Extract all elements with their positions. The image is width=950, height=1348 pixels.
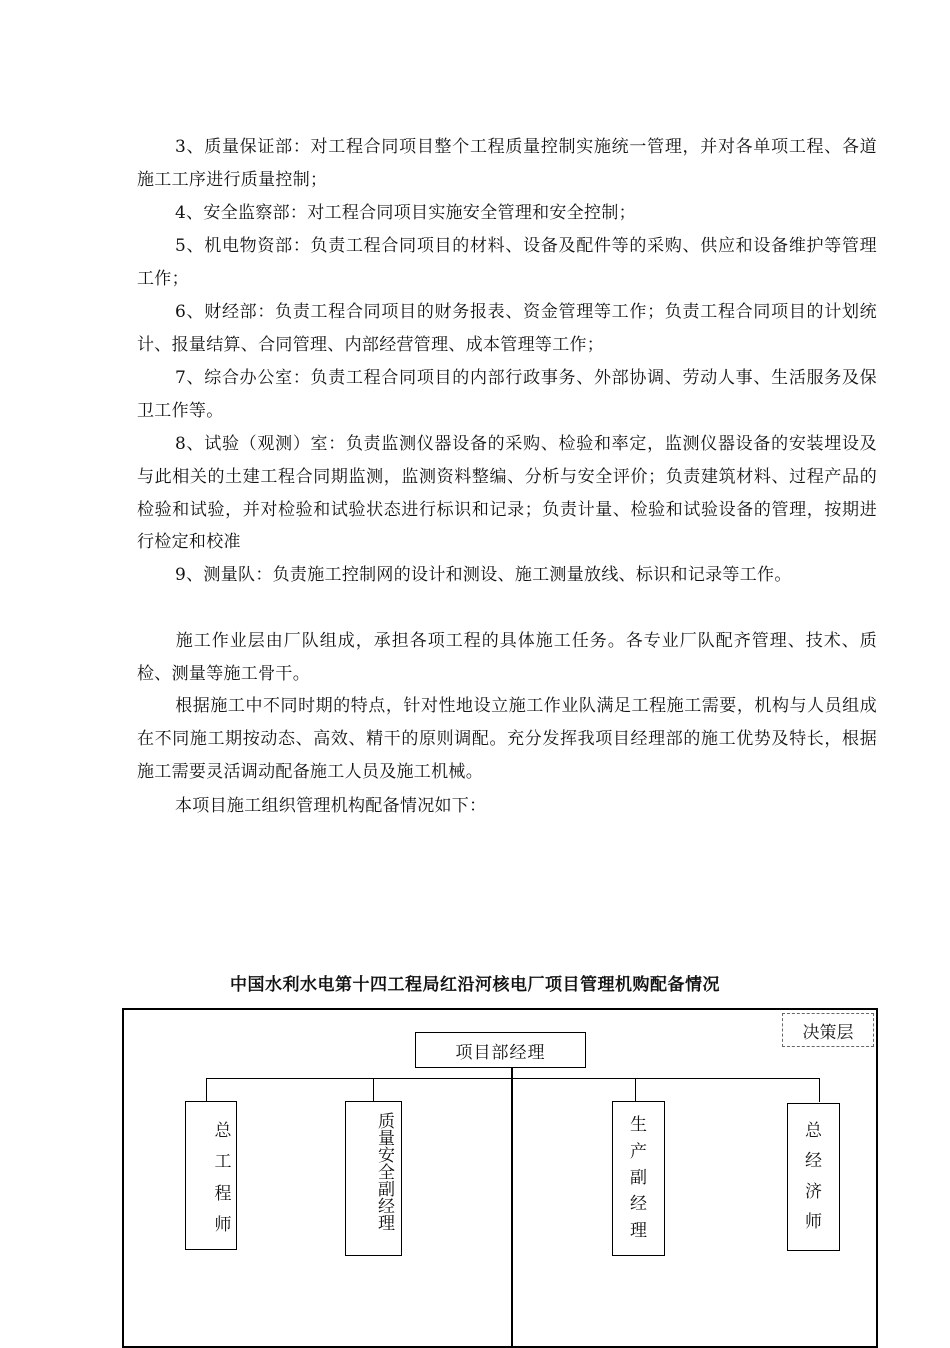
connector-chief-economist [819, 1078, 820, 1102]
qa-safety-deputy-box: 质量安全副经理 [345, 1101, 402, 1256]
box-char: 理 [630, 1220, 647, 1241]
box-char: 生 [630, 1115, 647, 1136]
paragraph-test-lab [137, 428, 877, 559]
paragraph-work-layer [137, 625, 877, 691]
connector-production-deputy [635, 1078, 636, 1102]
paragraph-text: 4、安全监察部：对工程合同项目实施安全管理和安全控制； [175, 203, 636, 223]
paragraph-safety-dept [137, 197, 877, 230]
paragraph-text: 5、机电物资部：负责工程合同项目的材料、设备及配件等的采购、供应和设备维护等管理工作； [137, 236, 877, 289]
chief-engineer-box [185, 1101, 237, 1250]
connector-chief-engineer [206, 1078, 207, 1102]
org-chart-title: 中国水利水电第十四工程局红沿河核电厂项目管理机购配备情况 [230, 975, 720, 995]
box-char: 总 [214, 1120, 232, 1141]
connector-top-down [511, 1068, 513, 1348]
paragraph-staffing [137, 690, 877, 788]
paragraph-survey-team [137, 559, 877, 592]
box-char: 总 [805, 1121, 822, 1142]
connector-qa-deputy [373, 1078, 374, 1102]
paragraph-finance-dept [137, 296, 877, 362]
box-char: 经 [630, 1194, 647, 1215]
paragraph-office [137, 362, 877, 428]
decision-layer-label: 决策层 [782, 1013, 874, 1047]
box-char: 副 [630, 1167, 647, 1188]
paragraph-text: 6、财经部：负责工程合同项目的财务报表、资金管理等工作；负责工程合同项目的计划统计、报量结算、合同管理、内部经营管理、成本管理等工作； [137, 302, 877, 355]
paragraph-text: 本项目施工组织管理机构配备情况如下： [175, 796, 487, 816]
paragraph-text: 8、试验（观测）室：负责监测仪器设备的采购、检验和率定，监测仪器设备的安装埋设及与此相关的土建工程合同期监测，监测资料整编、分析与安全评价；负责建筑材料、过程产品的检验和试验，并对检验和试验状态进行标识和记录；负责计量、检验和试验设备的管理，按期进行检定和校准 [137, 434, 877, 553]
box-char: 师 [805, 1211, 822, 1232]
paragraph-text: 施工作业层由厂队组成，承担各项工程的具体施工任务。各专业厂队配齐管理、技术、质检、测量等施工骨干。 [137, 631, 877, 684]
box-char: 产 [630, 1141, 647, 1162]
paragraph-text: 9、测量队：负责施工控制网的设计和测设、施工测量放线、标识和记录等工作。 [175, 565, 792, 585]
paragraph-text: 根据施工中不同时期的特点，针对性地设立施工作业队满足工程施工需要，机构与人员组成在不同施工期按动态、高效、精干的原则调配。充分发挥我项目经理部的施工优势及特长，根据施工需要灵活调动配备施工人员及施工机械。 [137, 696, 877, 782]
paragraph-text: 7、综合办公室：负责工程合同项目的内部行政事务、外部协调、劳动人事、生活服务及保卫工作等。 [137, 368, 877, 421]
project-manager-box: 项目部经理 [415, 1032, 586, 1068]
production-deputy-box [612, 1101, 665, 1256]
paragraph-intro-chart [137, 790, 877, 823]
box-char: 济 [805, 1181, 822, 1202]
connector-horizontal [206, 1078, 820, 1079]
paragraph-materials-dept [137, 230, 877, 296]
box-char: 师 [214, 1215, 232, 1236]
box-char: 程 [214, 1183, 232, 1204]
chief-economist-box [787, 1103, 840, 1251]
box-char: 工 [214, 1152, 232, 1173]
box-char: 经 [805, 1151, 822, 1172]
paragraph-quality-dept [137, 131, 877, 197]
paragraph-text: 3、质量保证部：对工程合同项目整个工程质量控制实施统一管理，并对各单项工程、各道施工工序进行质量控制； [137, 137, 877, 190]
